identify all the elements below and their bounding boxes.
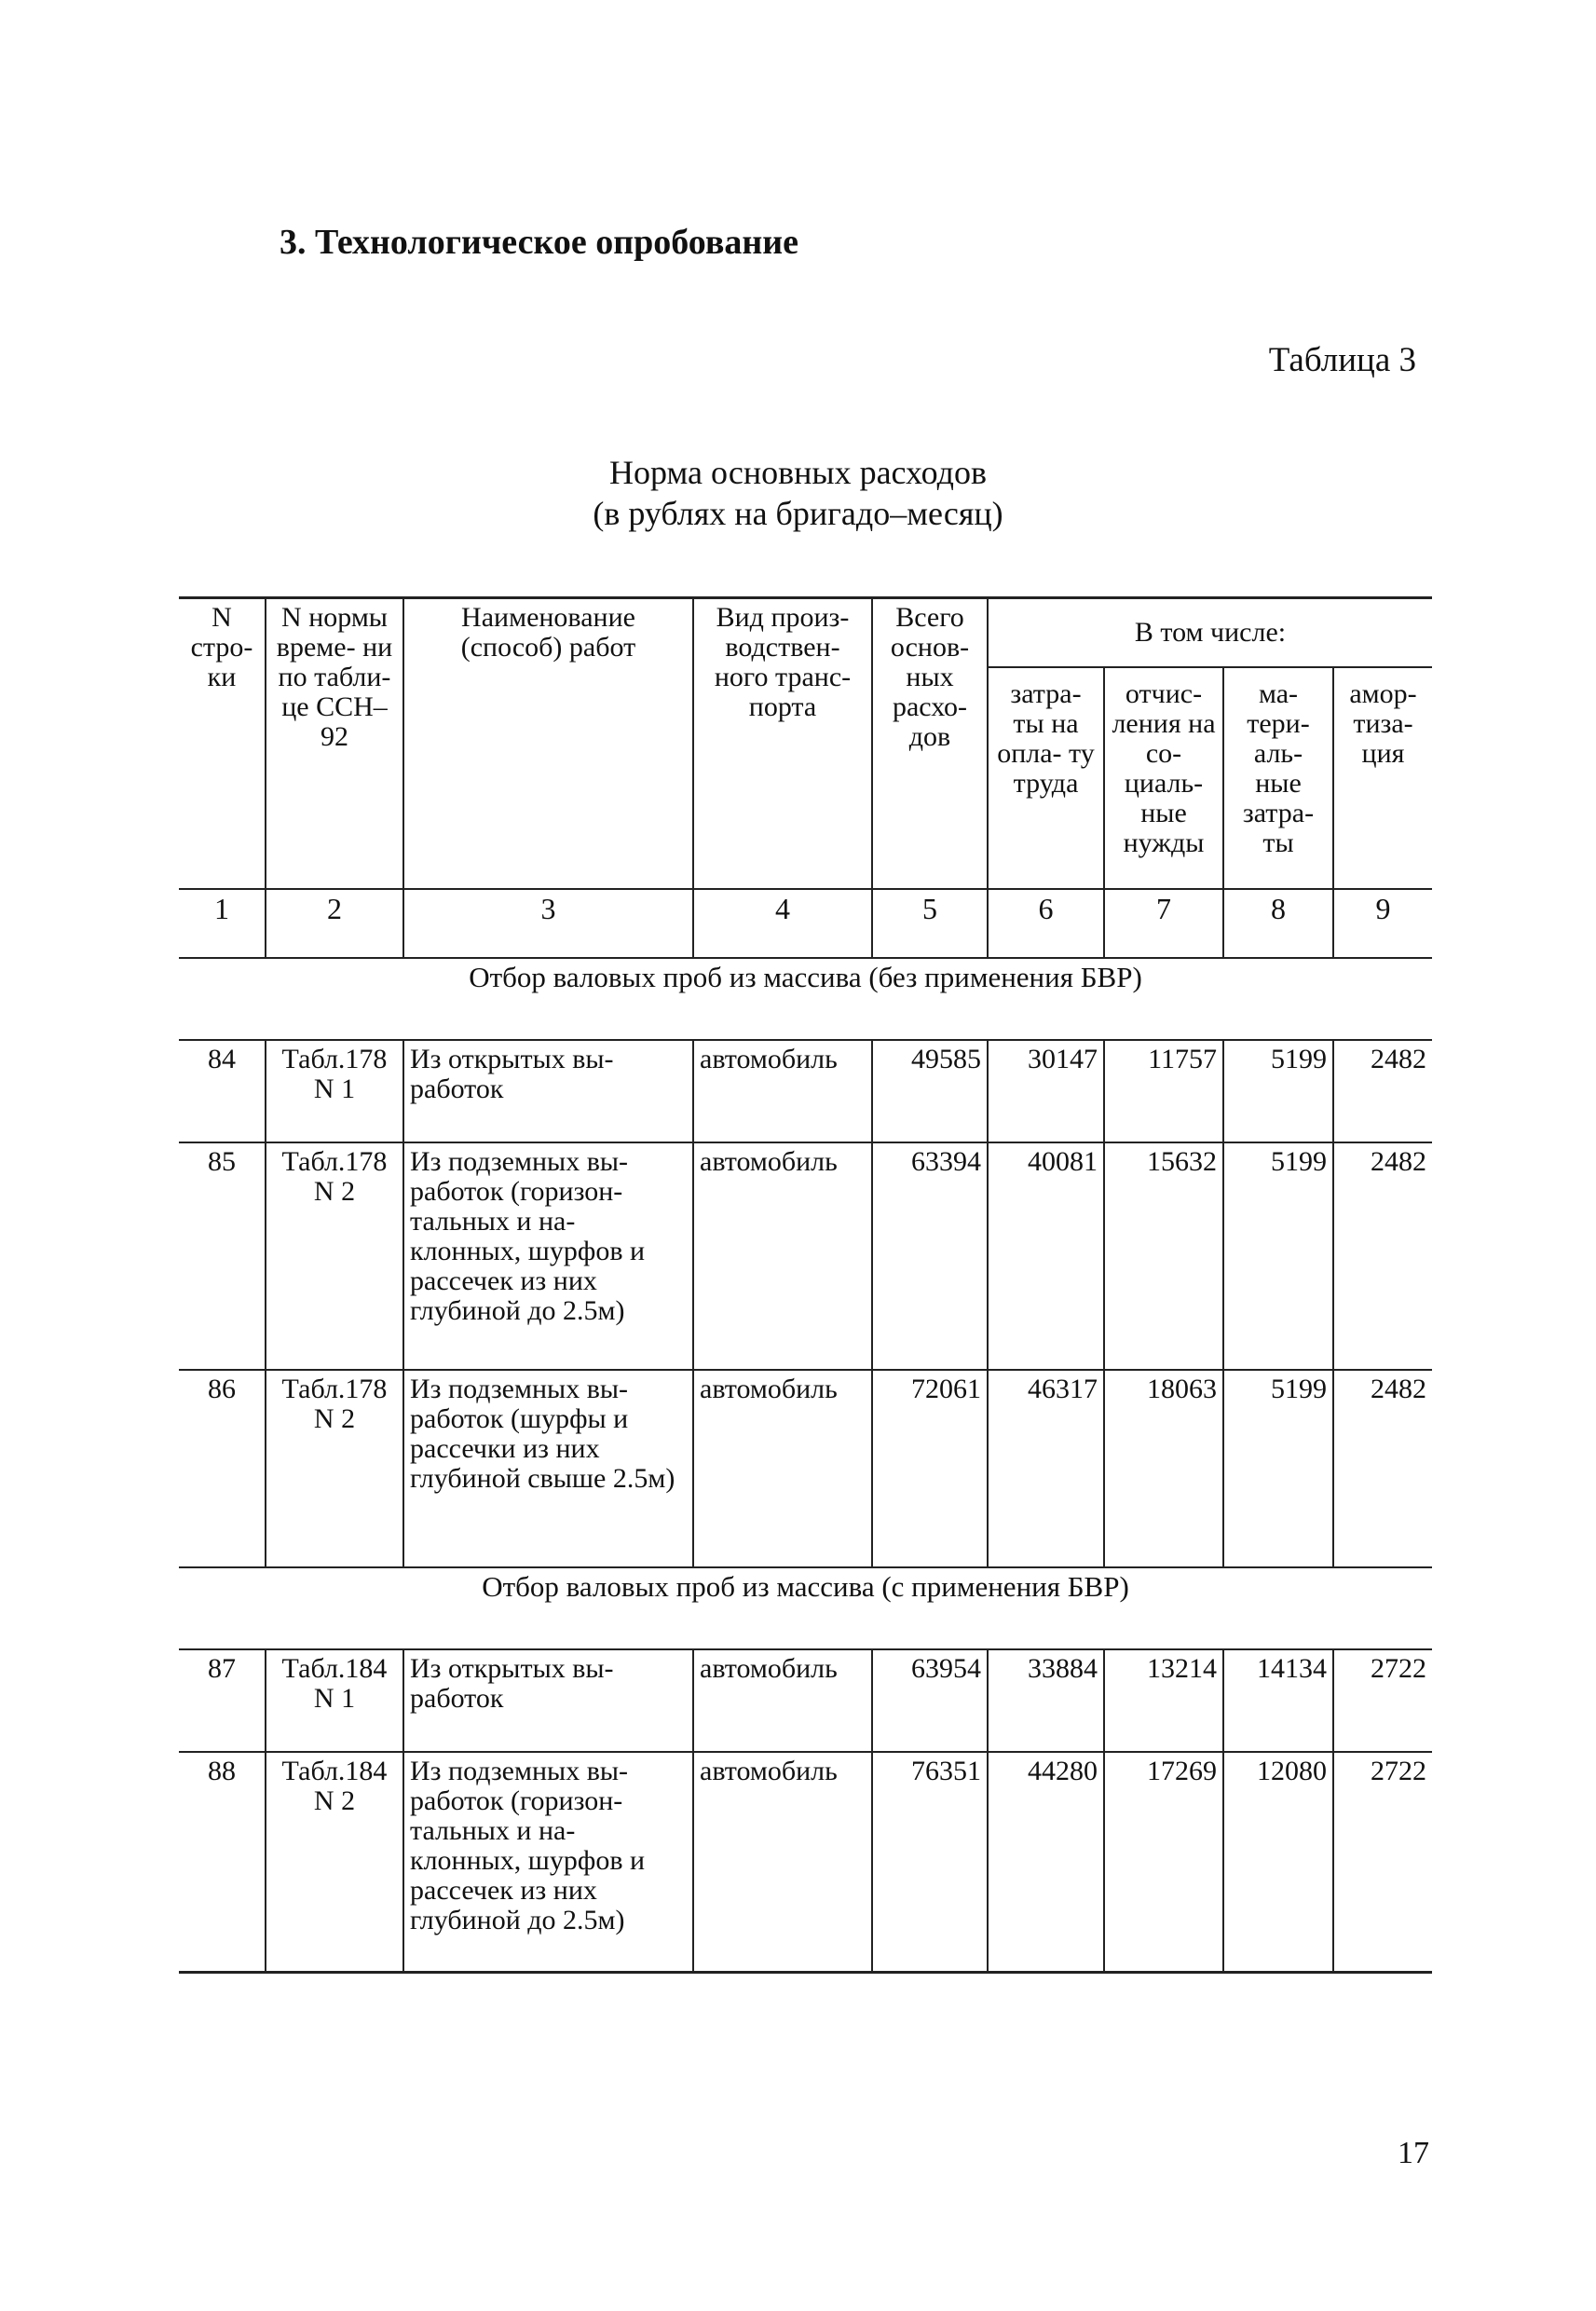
cell-name: Из подземных вы- работок (шурфы и рассечки из них глубиной свыше 2.5м) (403, 1370, 693, 1567)
cell-line: 85 (179, 1142, 266, 1370)
cell-line: 87 (179, 1649, 266, 1752)
col-header-amortization: амор- тиза- ция (1333, 667, 1432, 889)
cell-transport: автомобиль (693, 1370, 872, 1567)
caption-line-1: Норма основных расходов (609, 454, 987, 491)
section-heading: 3. Технологическое опробование (280, 223, 799, 262)
table-label: Таблица 3 (1268, 341, 1416, 379)
cell-transport: автомобиль (693, 1752, 872, 1972)
col-header-transport: Вид произ- водствен- ного транс- порта (693, 598, 872, 890)
cell-amortization: 2722 (1333, 1752, 1432, 1972)
cell-amortization: 2722 (1333, 1649, 1432, 1752)
col-header-total: Всего основ- ных расхо- дов (872, 598, 988, 890)
column-number: 6 (988, 889, 1104, 958)
cell-name: Из открытых вы- работок (403, 1649, 693, 1752)
cell-amortization: 2482 (1333, 1142, 1432, 1370)
cell-social: 11757 (1104, 1040, 1223, 1142)
section-title: Отбор валовых проб из массива (с применения БВР) (179, 1567, 1432, 1649)
table-row (179, 1040, 1432, 1142)
cell-norm: Табл.184 N 1 (266, 1649, 403, 1752)
cell-transport: автомобиль (693, 1142, 872, 1370)
column-number: 7 (1104, 889, 1223, 958)
table-row (179, 1142, 1432, 1370)
column-number: 5 (872, 889, 988, 958)
column-number: 8 (1223, 889, 1333, 958)
col-header-line: N стро- ки (179, 598, 266, 890)
cell-labor: 33884 (988, 1649, 1104, 1752)
cell-line: 86 (179, 1370, 266, 1567)
page-number: 17 (1398, 2136, 1429, 2170)
col-header-social: отчис- ления на со- циаль- ные нужды (1104, 667, 1223, 889)
cell-transport: автомобиль (693, 1649, 872, 1752)
cell-social: 15632 (1104, 1142, 1223, 1370)
cell-labor: 46317 (988, 1370, 1104, 1567)
section-title-row (179, 958, 1432, 1040)
cell-amortization: 2482 (1333, 1370, 1432, 1567)
table-row (179, 1752, 1432, 1972)
cell-materials: 5199 (1223, 1142, 1333, 1370)
col-header-group: В том числе: (988, 598, 1432, 668)
cell-total: 63394 (872, 1142, 988, 1370)
col-header-name: Наименование (способ) работ (403, 598, 693, 890)
cell-line: 84 (179, 1040, 266, 1142)
caption-line-2: (в рублях на бригадо–месяц) (593, 495, 1003, 532)
cell-norm: Табл.178 N 2 (266, 1370, 403, 1567)
table-caption (0, 452, 1596, 534)
cell-norm: Табл.184 N 2 (266, 1752, 403, 1972)
cell-social: 17269 (1104, 1752, 1223, 1972)
col-header-labor: затра- ты на опла- ту труда (988, 667, 1104, 889)
column-number: 3 (403, 889, 693, 958)
cell-name: Из подземных вы- работок (горизон- тальных и на- клонных, шурфов и рассечек из них глубиной до 2.5м) (403, 1142, 693, 1370)
cell-norm: Табл.178 N 1 (266, 1040, 403, 1142)
cell-total: 72061 (872, 1370, 988, 1567)
cell-amortization: 2482 (1333, 1040, 1432, 1142)
cell-social: 13214 (1104, 1649, 1223, 1752)
cell-total: 63954 (872, 1649, 988, 1752)
table-row (179, 1649, 1432, 1752)
column-number: 9 (1333, 889, 1432, 958)
cell-social: 18063 (1104, 1370, 1223, 1567)
column-number: 2 (266, 889, 403, 958)
col-header-norm: N нормы време- ни по табли- це ССН–92 (266, 598, 403, 890)
cell-labor: 44280 (988, 1752, 1104, 1972)
cell-labor: 30147 (988, 1040, 1104, 1142)
cell-name: Из открытых вы- работок (403, 1040, 693, 1142)
column-number: 4 (693, 889, 872, 958)
section-title: Отбор валовых проб из массива (без применения БВР) (179, 958, 1432, 1040)
column-number: 1 (179, 889, 266, 958)
header-row (179, 598, 1432, 668)
col-header-materials: ма- тери- аль- ные затра- ты (1223, 667, 1333, 889)
cell-total: 76351 (872, 1752, 988, 1972)
norms-table (179, 596, 1432, 1974)
section-title-row (179, 1567, 1432, 1649)
table-row (179, 1370, 1432, 1567)
cell-transport: автомобиль (693, 1040, 872, 1142)
cell-materials: 5199 (1223, 1040, 1333, 1142)
column-number-row (179, 889, 1432, 958)
cell-total: 49585 (872, 1040, 988, 1142)
cell-materials: 14134 (1223, 1649, 1333, 1752)
cell-norm: Табл.178 N 2 (266, 1142, 403, 1370)
cell-name: Из подземных вы- работок (горизон- тальных и на- клонных, шурфов и рассечек из них глубиной до 2.5м) (403, 1752, 693, 1972)
cell-materials: 5199 (1223, 1370, 1333, 1567)
cell-materials: 12080 (1223, 1752, 1333, 1972)
cell-line: 88 (179, 1752, 266, 1972)
cell-labor: 40081 (988, 1142, 1104, 1370)
